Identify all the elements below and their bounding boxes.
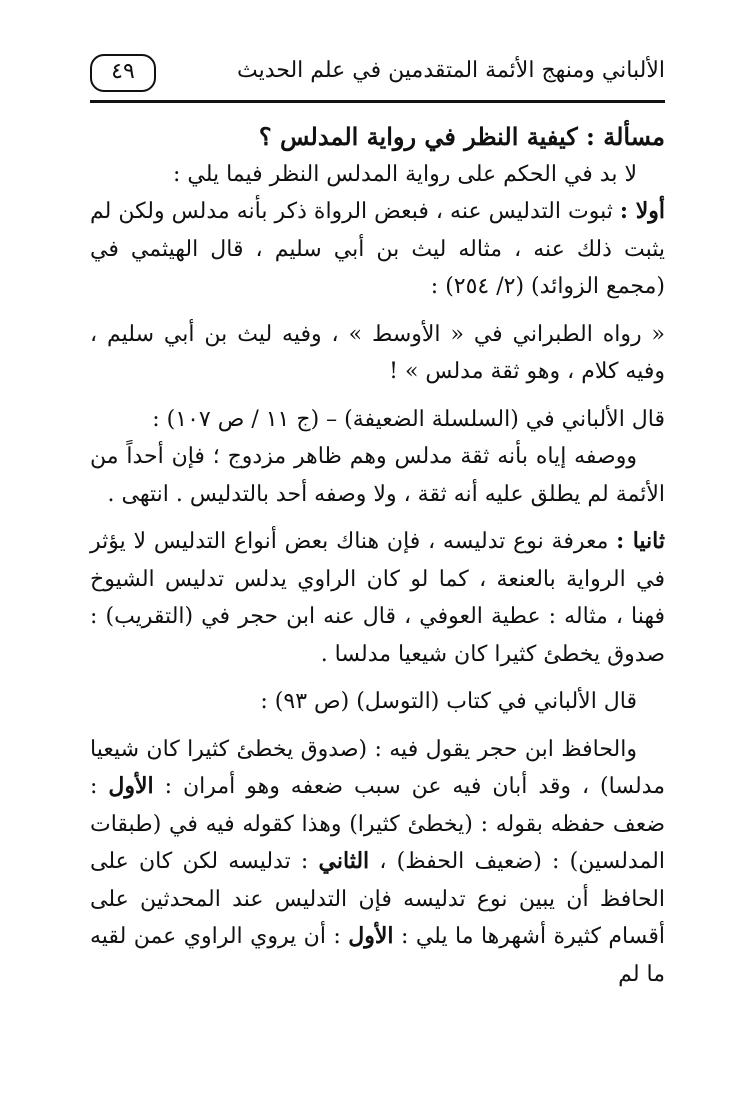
albani-reference-2: قال الألباني في كتاب (التوسل) (ص ٩٣) :: [260, 689, 637, 714]
final-paragraph: [90, 731, 665, 994]
final-text-c: : تدليسه لكن كان على الحافظ أن يبين نوع تدليسه فإن التدليس عند المحدثين على أقسام كثيرة أشهرها ما يلي :: [90, 849, 665, 949]
page-body: [90, 118, 665, 993]
quote-paragraph: « رواه الطبراني في « الأوسط » ، وفيه ليث بن أبي سليم ، وفيه كلام ، وهو ثقة مدلس » !: [90, 321, 665, 384]
albani-reference-1: قال الألباني في (السلسلة الضعيفة) – (ج ١١ / ص ١٠٧) :: [152, 406, 665, 432]
second-point-text: معرفة نوع تدليسه ، فإن هناك بعض أنواع التدليس لا يؤثر في الرواية بالعنعة ، كما لو كان الراوي يدلس تدليس الشيوخ فهنا ، مثاله : عطية العوفي ، قال عنه ابن حجر في (التقريب) : صدوق يخطئ كثيرا كان شيعيا مدلسا .: [90, 529, 665, 667]
final-text-a: والحافظ ابن حجر يقول فيه : (صدوق يخطئ كثيرا كان شيعيا مدلسا) ، وقد أبان فيه عن سبب ضعفه وهو أمران :: [90, 736, 666, 799]
albani-text-1: ووصفه إياه بأنه ثقة مدلس وهم ظاهر مزدوج ؛ فإن أحداً من الأئمة لم يطلق عليه أنه ثقة ، ولا وصفه أحد بالتدليس . انتهى .: [90, 444, 665, 507]
header-rule: [90, 100, 665, 103]
second-point-paragraph: [90, 523, 665, 673]
first-word-bold-1: الأول: [108, 773, 154, 799]
second-word-bold: الثاني: [318, 848, 370, 874]
second-point-label: ثانيا :: [616, 528, 666, 554]
first-point-label: أولا :: [619, 198, 665, 224]
question-heading: مسألة : كيفية النظر في رواية المدلس ؟: [258, 122, 665, 151]
running-title: الألباني ومنهج الأئمة المتقدمين في علم الحديث: [236, 58, 665, 83]
first-point-paragraph: [90, 193, 665, 306]
first-point-text: ثبوت التدليس عنه ، فبعض الرواة ذكر بأنه مدلس ولكن لم يثبت ذلك عنه ، مثاله ليث بن أبي سليم ، قال الهيثمي في (مجمع الزوائد) (٢/ ٢٥٤) :: [90, 199, 665, 299]
page-header: [90, 44, 665, 100]
first-word-bold-2: الأول: [348, 923, 394, 949]
intro-paragraph: لا بد في الحكم على رواية المدلس النظر فيما يلي :: [172, 161, 637, 187]
page-number-box: ٤٩: [90, 54, 156, 92]
final-text-d: : أن يروي الراوي عمن لقيه ما لم: [90, 924, 665, 987]
final-text-b: : ضعف حفظه بقوله : (يخطئ كثيرا) وهذا كقوله فيه في (طبقات المدلسين) : (ضعيف الحفظ) ،: [90, 774, 665, 874]
